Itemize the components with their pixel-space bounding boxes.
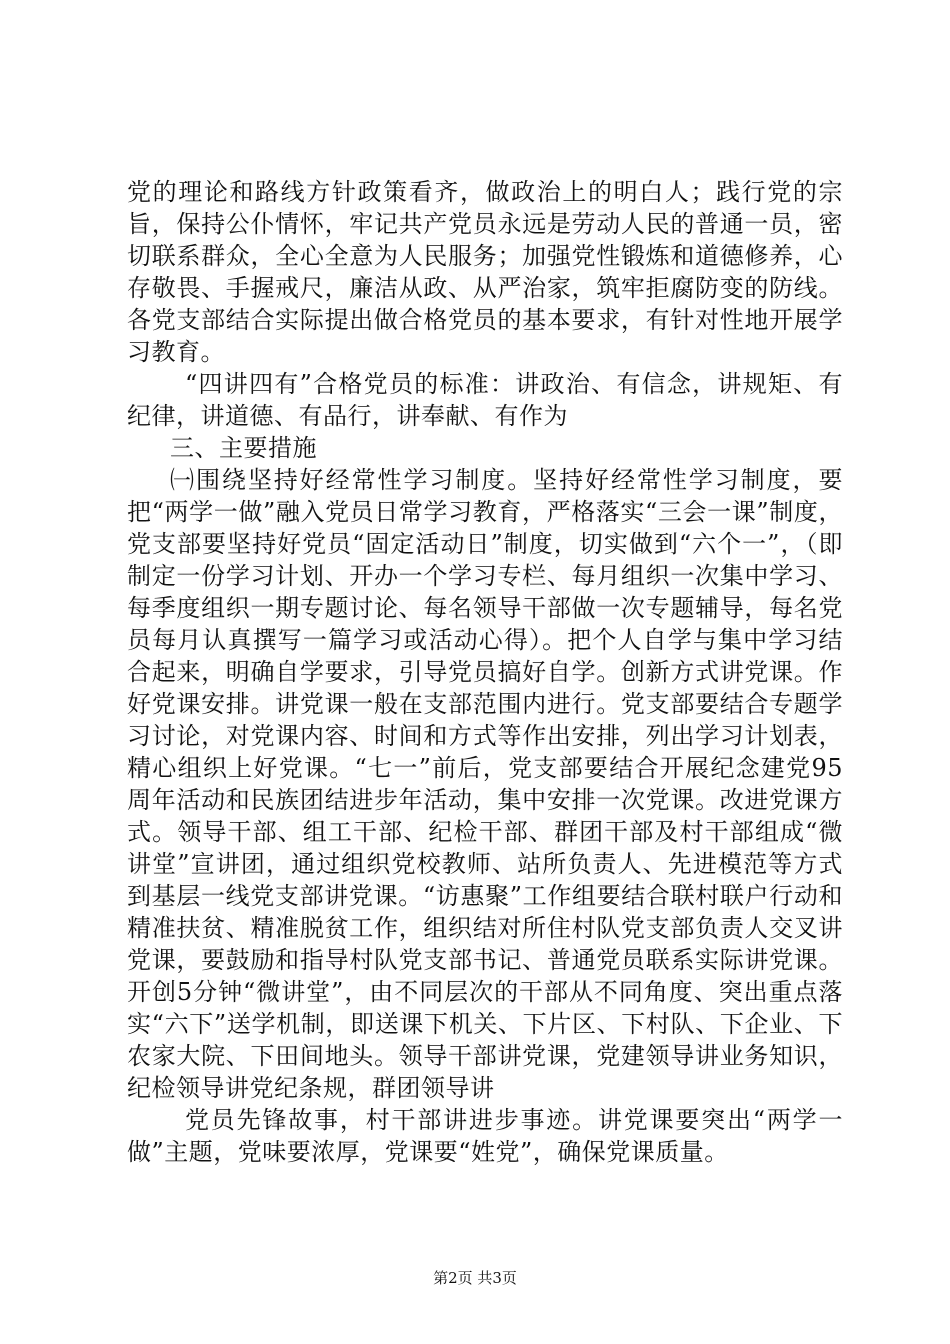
paragraph-party-lesson: 党员先锋故事，村干部讲进步事迹。讲党课要突出“两学一做”主题，党味要浓厚，党课要“姓党”，确保党课质量。 [127,1106,843,1166]
document-body [127,176,843,1168]
paragraph-continuation: 党的理论和路线方针政策看齐，做政治上的明白人；践行党的宗旨，保持公仆情怀，牢记共产党员永远是劳动人民的普通一员，密切联系群众，全心全意为人民服务；加强党性锻炼和道德修养，心存敬畏、手握戒尺，廉洁从政、从严治家，筑牢拒腐防变的防线。各党支部结合实际提出做合格党员的基本要求，有针对性地开展学习教育。 [127,178,843,366]
paragraph-standard: “四讲四有”合格党员的标准：讲政治、有信念，讲规矩、有纪律，讲道德、有品行，讲奉献、有作为 [127,370,843,430]
page-number-footer: 第2页 共3页 [433,1269,517,1287]
section-heading: 三、主要措施 [170,434,317,462]
paragraph-measures: ㈠围绕坚持好经常性学习制度。坚持好经常性学习制度，要把“两学一做”融入党员日常学习教育，严格落实“三会一课”制度，党支部要坚持好党员“固定活动日”制度，切实做到“六个一”，（即制定一份学习计划、开办一个学习专栏、每月组织一次集中学习、每季度组织一期专题讨论、每名领导干部做一次专题辅导，每名党员每月认真撰写一篇学习或活动心得）。把个人自学与集中学习结合起来，明确自学要求，引导党员搞好自学。创新方式讲党课。作好党课安排。讲党课一般在支部范围内进行。党支部要结合专题学习讨论，对党课内容、时间和方式等作出安排，列出学习计划表，精心组织上好党课。“七一”前后，党支部要结合开展纪念建党95周年活动和民族团结进步年活动，集中安排一次党课。改进党课方式。领导干部、组工干部、纪检干部、群团干部及村干部组成“微讲堂”宣讲团，通过组织党校教师、站所负责人、先进模范等方式到基层一线党支部讲党课。“访惠聚”工作组要结合联村联户行动和精准扶贫、精准脱贫工作，组织结对所住村队党支部负责人交叉讲党课，要鼓励和指导村队党支部书记、普通党员联系实际讲党课。开创5分钟“微讲堂”，由不同层次的干部从不同角度、突出重点落实“六下”送学机制，即送课下机关、下片区、下村队、下企业、下农家大院、下田间地头。领导干部讲党课，党建领导讲业务知识，纪检领导讲党纪条规，群团领导讲 [127,466,843,1102]
